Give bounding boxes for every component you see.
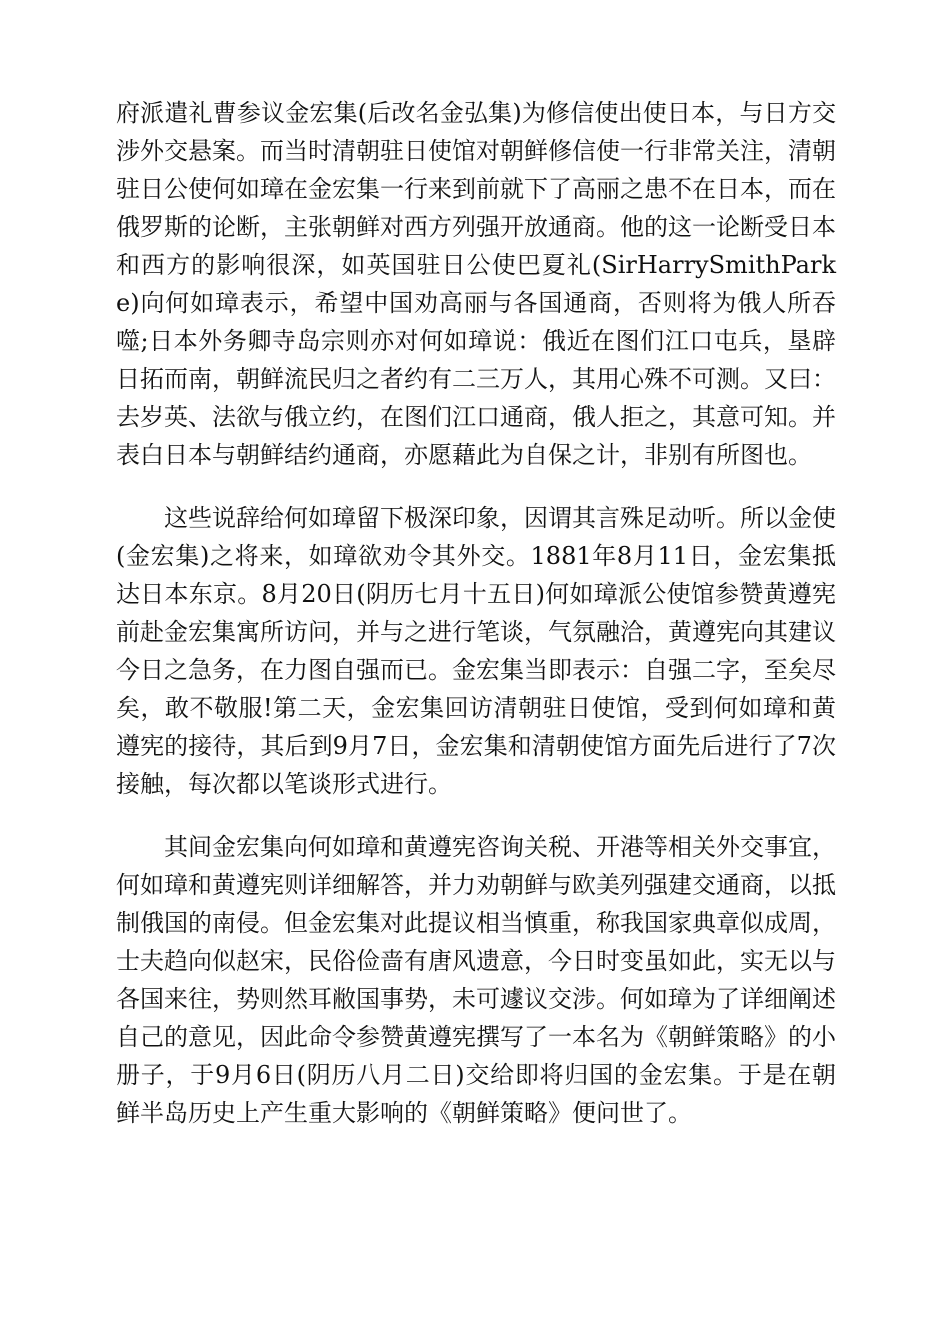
paragraph-1: 府派遣礼曹参议金宏集(后改名金弘集)为修信使出使日本，与日方交涉外交悬案。而当时清朝驻日使馆对朝鲜修信使一行非常关注，清朝驻日公使何如璋在金宏集一行来到前就下了高丽之患不在日本，而在俄罗斯的论断，主张朝鲜对西方列强开放通商。他的这一论断受日本和西方的影响很深，如英国驻日公使巴夏礼(SirHarrySmithParke)向何如璋表示，希望中国劝高丽与各国通商，否则将为俄人所吞噬;日本外务卿寺岛宗则亦对何如璋说：俄近在图们江口屯兵，垦辟日拓而南，朝鲜流民归之者约有二三万人，其用心殊不可测。又曰：去岁英、法欲与俄立约，在图们江口通商，俄人拒之，其意可知。并表白日本与朝鲜结约通商，亦愿藉此为自保之计，非别有所图也。 — [116, 99, 836, 469]
paragraph-2: 这些说辞给何如璋留下极深印象，因谓其言殊足动听。所以金使(金宏集)之将来，如璋欲劝令其外交。1881年8月11日，金宏集抵达日本东京。8月20日(阴历七月十五日)何如璋派公使馆参赞黄遵宪前赴金宏集寓所访问，并与之进行笔谈，气氛融洽，黄遵宪向其建议今日之急务，在力图自强而已。金宏集当即表示：自强二字，至矣尽矣，敢不敬服!第二天，金宏集回访清朝驻日使馆，受到何如璋和黄遵宪的接待，其后到9月7日，金宏集和清朝使馆方面先后进行了7次接触，每次都以笔谈形式进行。 — [116, 504, 836, 798]
paragraph-3: 其间金宏集向何如璋和黄遵宪咨询关税、开港等相关外交事宜，何如璋和黄遵宪则详细解答，并力劝朝鲜与欧美列强建交通商，以抵制俄国的南侵。但金宏集对此提议相当慎重，称我国家典章似成周，士夫趋向似赵宋，民俗俭啬有唐风遗意，今日时变虽如此，实无以与各国来往，势则然耳敝国事势，未可遽议交涉。何如璋为了详细阐述自己的意见，因此命令参赞黄遵宪撰写了一本名为《朝鲜策略》的小册子，于9月6日(阴历八月二日)交给即将归国的金宏集。于是在朝鲜半岛历史上产生重大影响的《朝鲜策略》便问世了。 — [116, 833, 836, 1127]
document-body — [116, 94, 836, 1132]
